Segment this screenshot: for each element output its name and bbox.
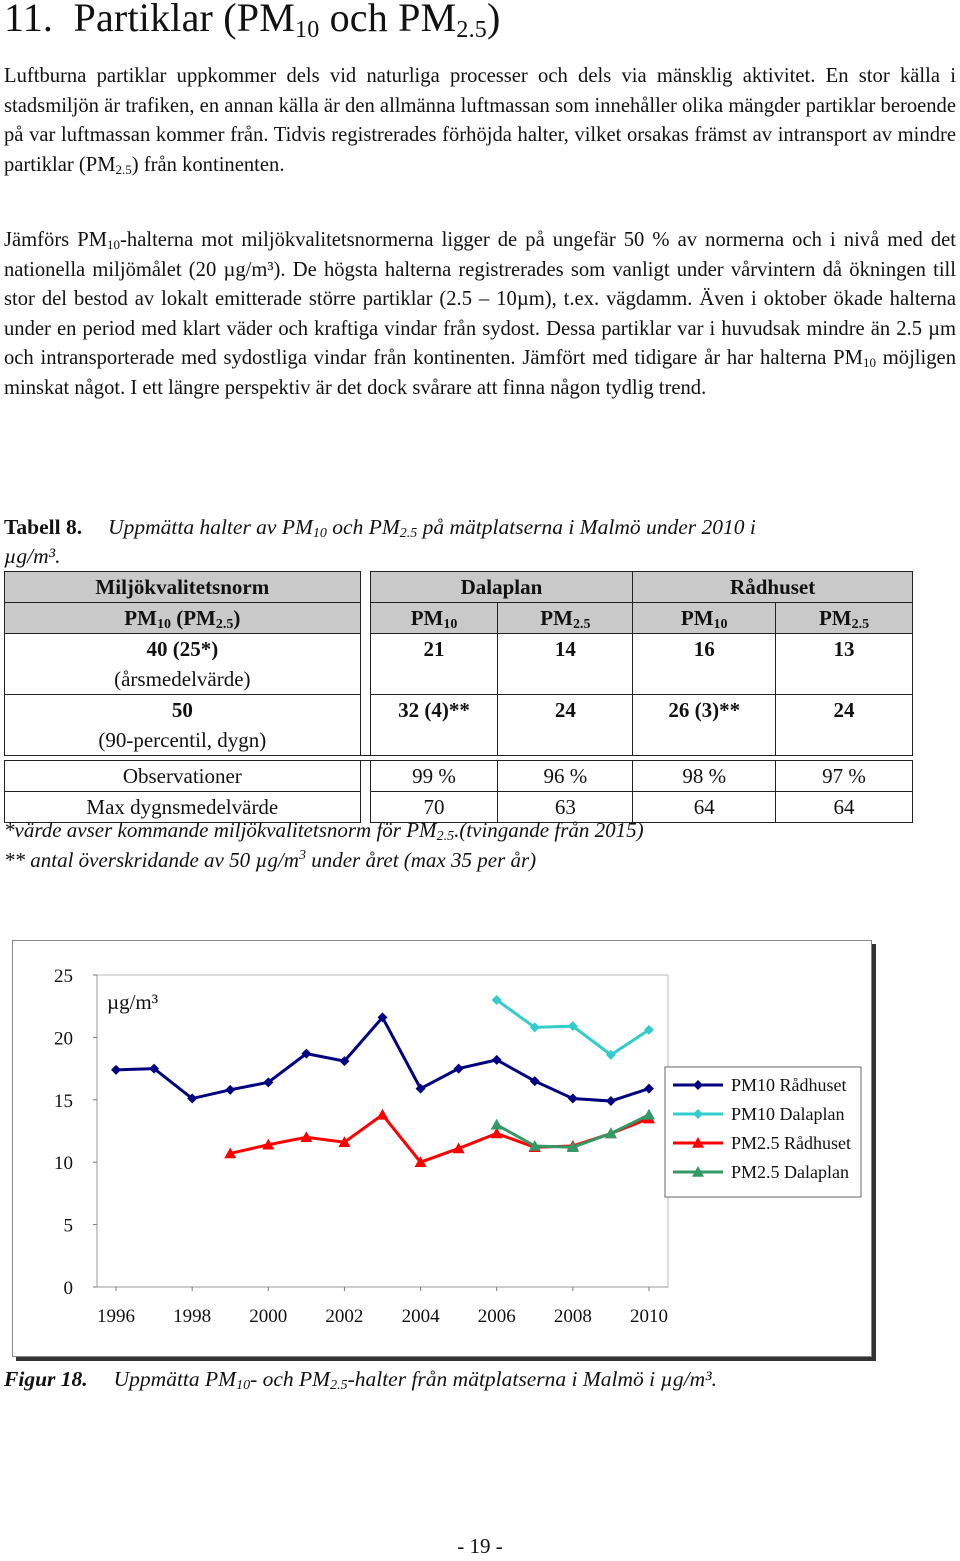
table-footnote-1: *värde avser kommande miljökvalitetsnorm för $PM_{2.5}.(tvingande$ från 2015) [4, 818, 644, 844]
limits-table [4, 571, 913, 823]
table-footnote-2: ** antal överskridande av 50 $\mu g/m^3$ under året (max 35 per år) [4, 848, 537, 872]
unit-label: µg/m³ [107, 990, 159, 1014]
legend-label: PM2.5 Dalaplan [731, 1162, 849, 1182]
table-row: (årsmedelvärde) [5, 664, 913, 695]
y-tick-label: 25 [54, 966, 73, 987]
header-dalaplan-pm25: $PM_{2.5}$ [498, 603, 633, 634]
analysis-paragraph: Jämförs $PM_{10}$-halterna mot miljökvalitetsnormerna ligger de på ungefär 50 % av normerna och i nivå med det nationella miljömålet (20 µg/m³). De högsta halterna registrerades som vanligt under vårvintern då ökningen till stor del bestod av lokalt emitterade större partiklar (2.5 – 10µm), t.ex. vägdamm. Även i oktober ökade halterna under en period med klart väder och kraftiga vindar från sydost. Dessa partiklar var i huvudsak mindre än 2.5 µm och intransporterade med sydostliga vindar från kontinenten. Jämfört med tidigare år har halterna $PM_{10}$ möjligen minskat något. I ett längre perspektiv är det dock svårare att finna någon tydlig trend. [4, 229, 956, 399]
data-point [111, 1065, 121, 1075]
series-3 [491, 1109, 655, 1152]
table-row: Observationer 99 % 96 % 98 % 97 % [5, 761, 913, 792]
page-number: - 19 - [457, 1534, 503, 1558]
data-point [644, 1084, 654, 1094]
figure-caption: Figur 18. Uppmätta $PM_{10}-$ och $PM_{2.5}$-halter från mätplatserna i Malmö i µg/m³. [4, 1367, 717, 1393]
x-tick-label: 2010 [629, 1306, 668, 1327]
data-point [225, 1085, 235, 1095]
table-row: 40 (25*) 21 14 16 13 [5, 634, 913, 665]
legend-label: PM10 Dalaplan [731, 1104, 845, 1124]
table-subheader-row [5, 603, 913, 634]
chart-frame [12, 940, 872, 1357]
header-radhuset: Rådhuset [633, 572, 913, 603]
y-tick-label: 10 [54, 1153, 73, 1175]
data-point [377, 1109, 389, 1120]
section-number: 11. [4, 0, 54, 40]
table-caption-label: Tabell 8. [4, 515, 83, 539]
table-caption-unit: µg/m³. [4, 544, 61, 568]
x-tick-label: 2006 [477, 1306, 516, 1327]
table-header-row [5, 572, 913, 603]
x-tick-label: 2008 [553, 1306, 592, 1327]
data-point [606, 1096, 616, 1106]
y-tick-label: 0 [63, 1278, 73, 1299]
series-1 [492, 995, 654, 1060]
table-row: 50 32 (4)** 24 26 (3)** 24 [5, 695, 913, 726]
header-dalaplan-pm10: $PM_{10}$ [370, 603, 498, 634]
y-tick-label: 20 [54, 1028, 73, 1050]
y-tick-label: 5 [63, 1215, 73, 1237]
header-norm: Miljökvalitetsnorm [5, 572, 361, 603]
legend-label: PM10 Rådhuset [731, 1075, 847, 1095]
series-line [116, 1017, 649, 1101]
line-chart [13, 941, 871, 1356]
table-row: Max dygnsmedelvärde 70 63 64 64 [5, 792, 913, 823]
data-point [643, 1109, 655, 1120]
table-caption: Tabell 8. Uppmätta halter av $PM_{10}$ och $PM_{2.5}$ på mätplatserna i Malmö under 2010 i [4, 515, 756, 541]
series-line [230, 1115, 649, 1162]
series-2 [224, 1109, 655, 1167]
x-tick-label: 1998 [173, 1306, 212, 1327]
intro-paragraph: Luftburna partiklar uppkommer dels vid naturliga processer och dels via mänsklig aktivitet. En stor källa i stadsmiljön är trafiken, en annan källa är den allmänna luftmassan som innehåller olika mängder partiklar beroende på var luftmassan kommer från. Tidvis registrerades förhöjda halter, vilket orsakas främst av intransport av mindre partiklar $(PM_{2.5})$ från kontinenten. [4, 65, 956, 177]
header-radhuset-pm25: $PM_{2.5}$ [776, 603, 913, 634]
x-tick-label: 2002 [325, 1306, 364, 1327]
data-point [568, 1094, 578, 1104]
header-radhuset-pm10: $PM_{10}$ [633, 603, 776, 634]
x-tick-label: 1996 [97, 1306, 136, 1327]
legend-label: PM2.5 Rådhuset [731, 1133, 852, 1153]
y-tick-label: 15 [54, 1090, 73, 1112]
section-heading: 11. Partiklar ($PM_{10}$ och $PM_{2.5}$) [4, 0, 501, 44]
figure-caption-label: Figur 18. [4, 1367, 88, 1391]
data-point [491, 1119, 503, 1130]
header-dalaplan: Dalaplan [370, 572, 633, 603]
x-tick-label: 2000 [249, 1306, 288, 1327]
header-norm-pm: $PM_{10}$ $(PM_{2.5})$ [5, 603, 361, 634]
x-tick-label: 2004 [401, 1306, 440, 1327]
table-row: (90-percentil, dygn) [5, 725, 913, 756]
